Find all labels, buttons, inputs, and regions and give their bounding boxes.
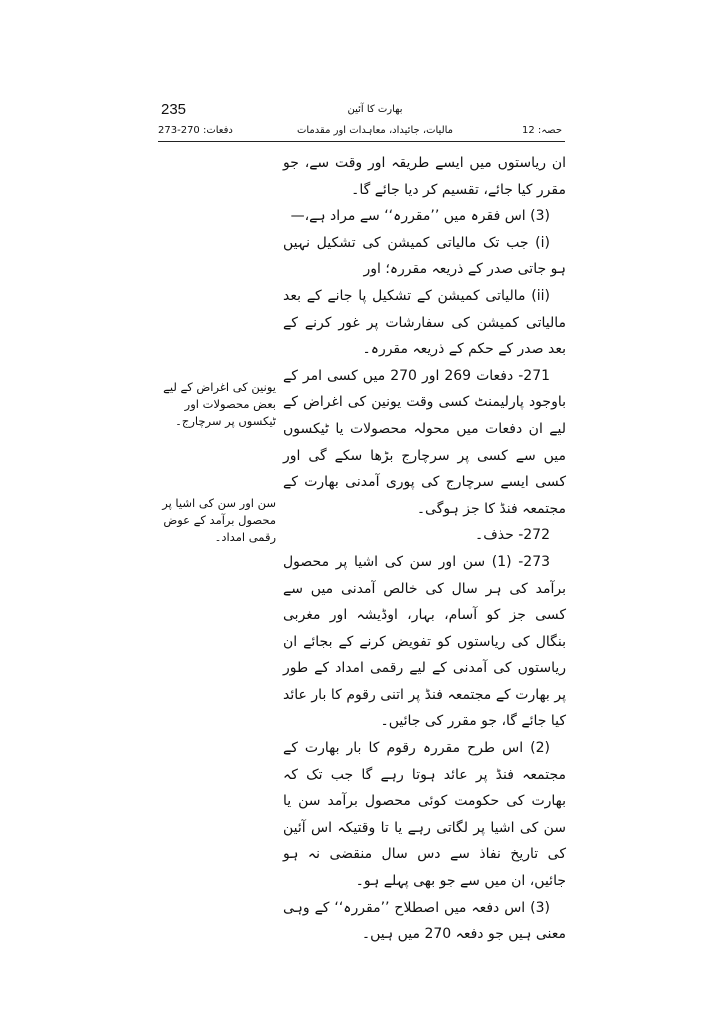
header-rule xyxy=(158,141,565,142)
margin-note: سن اور سن کی اشیا پر محصول برآمد کے عوض رقمی امداد۔ xyxy=(162,496,276,544)
paragraph: 272- حذف۔ xyxy=(475,527,550,544)
page-number: 235 xyxy=(161,101,187,118)
chapter-subtitle: مالیات، جائیداد، معاہدات اور مقدمات xyxy=(296,125,454,136)
paragraph: ان ریاستوں میں ایسے طریقہ اور وقت سے، جو مقرر کیا جائے، تقسیم کر دیا جائے گا۔ xyxy=(283,155,566,198)
paragraph: 271- دفعات 269 اور 270 میں کسی امر کے باوجود پارلیمنٹ کسی وقت یونین کی اغراض کے لیے ان دفعات میں محولہ محصولات یا ٹیکسوں میں سے کسی پر سرچارج بڑھا سکے گی اور کسی ایسے سرچارج کی پوری آمدنی بھارت کے مجتمعہ فنڈ کا جز ہوگی۔ xyxy=(283,367,566,517)
paragraph: 273- (1) سن اور سن کی اشیا پر محصول برآمد کی ہر سال کی خالص آمدنی میں سے کسی جز کو آسام، بہار، اوڈیشہ اور مغربی بنگال کی ریاستوں کو تفویض کرنے کے بجائے ان ریاستوں کی آمدنی کے لیے رقمی امداد کے طور پر بھارت کے مجتمعہ فنڈ پر اتنی رقوم کا بار عائد کیا جائے گا، جو مقرر کی جائیں۔ xyxy=(283,553,566,730)
paragraph: (3) اس دفعہ میں اصطلاح ’’مقررہ‘‘ کے وہی معنی ہیں جو دفعہ 270 میں ہیں۔ xyxy=(283,899,566,943)
articles-label: دفعات: 270-273 xyxy=(158,125,233,136)
body-text xyxy=(283,150,566,948)
paragraph: (ii) مالیاتی کمیشن کے تشکیل پا جانے کے بعد مالیاتی کمیشن کی سفارشات پر غور کرنے کے بعد صدر کے حکم کے ذریعہ مقررہ۔ xyxy=(283,287,566,358)
book-title: بھارت کا آئین xyxy=(347,104,403,115)
paragraph: (2) اس طرح مقررہ رقوم کا بار بھارت کے مجتمعہ فنڈ پر عائد ہوتا رہے گا جب تک کہ بھارت کی حکومت کوئی محصول برآمد سن یا سن کی اشیا پر لگاتی رہے یا تا وقتیکہ اس آئین کی تاریخ نفاذ سے دس سال منقضی نہ ہو جائیں، ان میں سے جو بھی پہلے ہو۔ xyxy=(283,740,566,890)
paragraph: (i) جب تک مالیاتی کمیشن کی تشکیل نہیں ہو جاتی صدر کے ذریعہ مقررہ؛ اور xyxy=(283,234,566,278)
section-label: حصہ: 12 xyxy=(522,125,562,136)
paragraph: (3) اس فقرہ میں ’’مقررہ‘‘ سے مراد ہے،— xyxy=(290,208,550,225)
margin-note: یونین کی اغراض کے لیے بعض محصولات اور ٹیکسوں پر سرچارج۔ xyxy=(163,380,276,428)
